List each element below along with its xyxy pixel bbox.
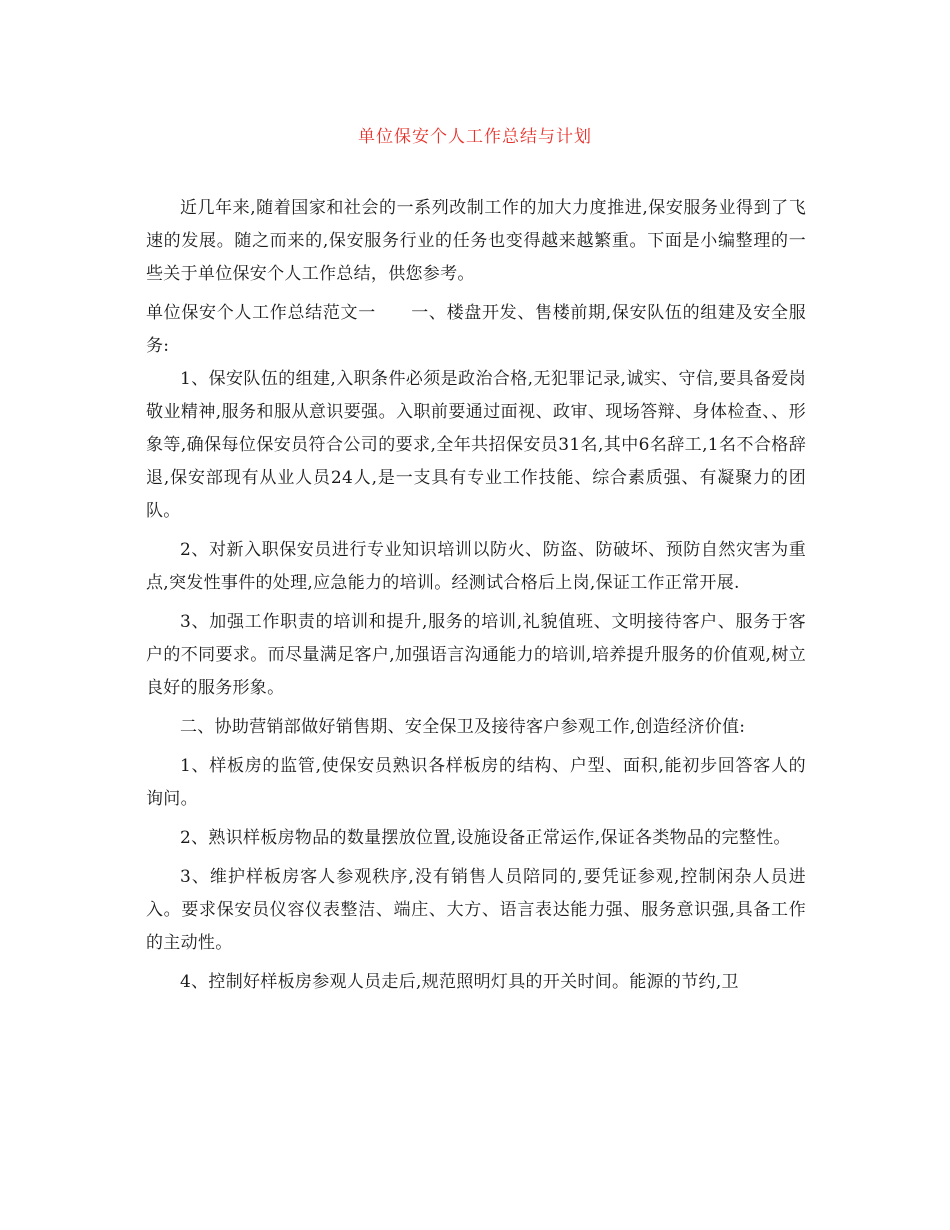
document-title: 单位保安个人工作总结与计划	[358, 127, 592, 147]
paragraph-item: 1、样板房的监管,使保安员熟识各样板房的结构、户型、面积,能初步回答客人的询问。	[146, 756, 806, 809]
paragraph-intro: 近几年来,随着国家和社会的一系列改制工作的加大力度推进,保安服务业得到了飞速的发展。随之而来的,保安服务行业的任务也变得越来越繁重。下面是小编整理的一些关于单位保安个人工作总结，供您参考。	[146, 198, 806, 284]
paragraph-section-two: 二、协助营销部做好销售期、安全保卫及接待客户参观工作,创造经济价值:	[180, 717, 746, 737]
document-body	[146, 192, 806, 1005]
paragraph-item: 3、加强工作职责的培训和提升,服务的培训,礼貌值班、文明接待客户、服务于客户的不同要求。而尽量满足客户,加强语言沟通能力的培训,培养提升服务的价值观,树立良好的服务形象。	[146, 612, 806, 698]
paragraph-section-heading: 单位保安个人工作总结范文一 一、楼盘开发、售楼前期,保安队伍的组建及安全服务:	[146, 303, 806, 356]
paragraph-item: 2、对新入职保安员进行专业知识培训以防火、防盗、防破坏、预防自然灾害为重点,突发性事件的处理,应急能力的培训。经测试合格后上岗,保证工作正常开展.	[146, 540, 806, 593]
paragraph-item: 1、保安队伍的组建,入职条件必须是政治合格,无犯罪记录,诚实、守信,要具备爱岗敬业精神,服务和服从意识要强。入职前要通过面视、政审、现场答辩、身体检查、、形象等,确保每位保安员符合公司的要求,全年共招保安员31名,其中6名辞工,1名不合格辞退,保安部现有从业人员24人,是一支具有专业工作技能、综合素质强、有凝聚力的团队。	[146, 369, 806, 521]
paragraph-item: 3、维护样板房客人参观秩序,没有销售人员陪同的,要凭证参观,控制闲杂人员进入。要求保安员仪容仪表整洁、端庄、大方、语言表达能力强、服务意识强,具备工作的主动性。	[146, 867, 806, 953]
paragraph-item: 2、熟识样板房物品的数量摆放位置,设施设备正常运作,保证各类物品的完整性。	[180, 828, 791, 848]
paragraph-item: 4、控制好样板房参观人员走后,规范照明灯具的开关时间。能源的节约,卫	[180, 972, 739, 992]
